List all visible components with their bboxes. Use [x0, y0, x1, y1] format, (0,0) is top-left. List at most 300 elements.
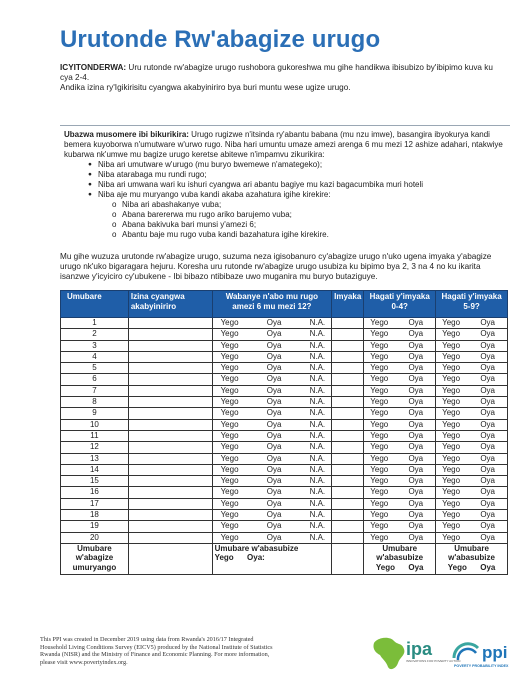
- name-cell[interactable]: [128, 453, 212, 464]
- option-na[interactable]: N.A.: [309, 430, 326, 440]
- option-no[interactable]: Oya: [480, 363, 495, 373]
- age-cell[interactable]: [332, 510, 364, 521]
- option-no[interactable]: Oya: [266, 385, 282, 395]
- option-no[interactable]: Oya: [480, 318, 495, 327]
- option-yes[interactable]: Yego: [220, 510, 239, 520]
- age-0-4-cell[interactable]: [364, 532, 436, 543]
- option-na[interactable]: N.A.: [309, 340, 326, 350]
- option-yes[interactable]: Yego: [370, 498, 389, 508]
- option-no[interactable]: Oya: [408, 476, 424, 486]
- row-number: 13: [61, 453, 129, 464]
- option-na[interactable]: N.A.: [309, 521, 326, 531]
- age-0-4-cell[interactable]: [364, 340, 436, 351]
- option-yes[interactable]: Yego: [442, 408, 461, 418]
- age-0-4-cell[interactable]: [364, 487, 436, 498]
- age-0-4-cell[interactable]: [364, 408, 436, 419]
- option-yes[interactable]: Yego: [220, 408, 239, 418]
- option-na[interactable]: N.A.: [309, 476, 326, 486]
- header-umubare: Umubare: [61, 291, 129, 318]
- option-yes[interactable]: Yego: [442, 351, 461, 361]
- option-no[interactable]: Oya: [408, 532, 424, 542]
- lived-with-household-cell[interactable]: [212, 351, 332, 362]
- option-no[interactable]: Oya: [408, 430, 424, 440]
- option-no[interactable]: Oya: [408, 498, 424, 508]
- option-no[interactable]: Oya: [408, 351, 424, 361]
- age-cell[interactable]: [332, 419, 364, 430]
- footnote: This PPI was created in December 2019 using data from Rwanda's 2016/17 Integrated Household Living Conditions Survey (EICV5) produced by the National Institute of Statistics Rwanda (NISR) and the Ministry of Finance and Economic Planning. For more information, please visit www.povertyindex.org.: [40, 636, 273, 666]
- lived-with-household-cell[interactable]: [212, 532, 332, 543]
- age-cell[interactable]: [332, 318, 364, 329]
- option-no[interactable]: Oya: [408, 464, 424, 474]
- age-5-9-cell[interactable]: [436, 521, 508, 532]
- age-5-9-cell[interactable]: [436, 318, 508, 329]
- option-na[interactable]: N.A.: [309, 397, 326, 407]
- lived-with-household-cell[interactable]: [212, 329, 332, 340]
- option-yes[interactable]: Yego: [442, 340, 461, 350]
- age-0-4-cell[interactable]: [364, 351, 436, 362]
- row-number: 9: [61, 408, 129, 419]
- age-0-4-cell[interactable]: [364, 318, 436, 329]
- age-cell[interactable]: [332, 363, 364, 374]
- age-5-9-cell[interactable]: [436, 476, 508, 487]
- age-cell[interactable]: [332, 532, 364, 543]
- name-cell[interactable]: [128, 363, 212, 374]
- option-no[interactable]: Oya: [266, 374, 282, 384]
- option-yes[interactable]: Yego: [220, 464, 239, 474]
- intro-text: Uru rutonde rw'abagize urugo rushobora gukoreshwa mu gihe handikwa ibisubizo by'ibipimo kuva ku cya 2-4.: [60, 63, 493, 83]
- option-yes[interactable]: Yego: [442, 363, 461, 373]
- lived-with-household-cell[interactable]: [212, 408, 332, 419]
- option-yes[interactable]: Yego: [442, 453, 461, 463]
- age-5-9-cell[interactable]: [436, 329, 508, 340]
- option-yes[interactable]: Yego: [220, 329, 239, 339]
- option-no[interactable]: Oya: [480, 498, 495, 508]
- ipa-logo: [368, 633, 461, 673]
- option-na[interactable]: N.A.: [309, 385, 326, 395]
- age-0-4-cell[interactable]: [364, 430, 436, 441]
- age-0-4-cell[interactable]: [364, 453, 436, 464]
- option-na[interactable]: N.A.: [309, 351, 326, 361]
- option-yes[interactable]: Yego: [370, 318, 389, 327]
- option-yes[interactable]: Yego: [220, 363, 239, 373]
- option-yes[interactable]: Yego: [220, 476, 239, 486]
- option-na[interactable]: N.A.: [309, 374, 326, 384]
- option-no[interactable]: Oya: [266, 318, 282, 327]
- option-yes[interactable]: Yego: [220, 340, 239, 350]
- lived-with-household-cell[interactable]: [212, 442, 332, 453]
- age-5-9-cell[interactable]: [436, 487, 508, 498]
- table-footer-row: [61, 543, 508, 574]
- table-row: [61, 487, 508, 498]
- option-yes[interactable]: Yego: [370, 464, 389, 474]
- ppi-logo: [448, 636, 528, 672]
- header-imyaka: Imyaka: [332, 291, 364, 318]
- age-cell[interactable]: [332, 453, 364, 464]
- option-no[interactable]: Oya: [266, 430, 282, 440]
- row-number: 3: [61, 340, 129, 351]
- bullet-item: ● Niba atarabaga mu rundi rugo;: [60, 170, 510, 180]
- option-no[interactable]: Oya: [480, 397, 495, 407]
- age-0-4-cell[interactable]: [364, 464, 436, 475]
- option-yes[interactable]: Yego: [370, 430, 389, 440]
- table-row: [61, 419, 508, 430]
- definition-bullets: [60, 160, 510, 200]
- option-no[interactable]: Oya: [480, 510, 495, 520]
- lived-with-household-cell[interactable]: [212, 397, 332, 408]
- option-no[interactable]: Oya: [480, 329, 495, 339]
- option-yes[interactable]: Yego: [442, 385, 461, 395]
- row-number: 1: [61, 318, 129, 329]
- row-number: 14: [61, 464, 129, 475]
- age-0-4-cell[interactable]: [364, 397, 436, 408]
- row-number: 17: [61, 498, 129, 509]
- name-cell[interactable]: [128, 397, 212, 408]
- option-no[interactable]: Oya: [408, 510, 424, 520]
- row-number: 16: [61, 487, 129, 498]
- option-yes[interactable]: Yego: [220, 419, 239, 429]
- option-no[interactable]: Oya: [408, 442, 424, 452]
- age-cell[interactable]: [332, 351, 364, 362]
- option-no[interactable]: Oya: [266, 510, 282, 520]
- option-no[interactable]: Oya: [266, 419, 282, 429]
- row-number: 8: [61, 397, 129, 408]
- option-no[interactable]: Oya: [266, 408, 282, 418]
- lived-with-household-cell[interactable]: [212, 453, 332, 464]
- option-yes[interactable]: Yego: [442, 374, 461, 384]
- option-no[interactable]: Oya: [266, 363, 282, 373]
- age-cell[interactable]: [332, 498, 364, 509]
- name-cell[interactable]: [128, 374, 212, 385]
- footer-wabanye-count[interactable]: [212, 543, 332, 574]
- name-cell[interactable]: [128, 419, 212, 430]
- option-no[interactable]: Oya: [408, 318, 424, 327]
- option-yes[interactable]: Yego: [370, 408, 389, 418]
- option-no[interactable]: Oya: [480, 385, 495, 395]
- name-cell[interactable]: [128, 487, 212, 498]
- age-5-9-cell[interactable]: [436, 442, 508, 453]
- option-na[interactable]: N.A.: [309, 408, 326, 418]
- age-0-4-cell[interactable]: [364, 521, 436, 532]
- age-0-4-cell[interactable]: [364, 385, 436, 396]
- age-cell[interactable]: [332, 374, 364, 385]
- table-row: [61, 453, 508, 464]
- option-yes[interactable]: Yego: [220, 532, 239, 542]
- age-5-9-cell[interactable]: [436, 408, 508, 419]
- bullet-item: ● Niba aje mu muryango vuba kandi akaba azahatura igihe kirekire:: [60, 190, 510, 200]
- option-no[interactable]: Oya: [480, 419, 495, 429]
- intro-line2: Andika izina ry'Igikirisitu cyangwa akabyiniriro bya buri muntu wese ugize urugo.: [60, 83, 351, 93]
- row-number: 2: [61, 329, 129, 340]
- option-no[interactable]: Oya: [408, 397, 424, 407]
- option-yes[interactable]: Yego: [370, 510, 389, 520]
- option-yes[interactable]: Yego: [220, 442, 239, 452]
- option-no[interactable]: Oya: [480, 532, 495, 542]
- age-cell[interactable]: [332, 329, 364, 340]
- option-na[interactable]: N.A.: [309, 363, 326, 373]
- option-yes[interactable]: Yego: [442, 476, 461, 486]
- option-yes[interactable]: Yego: [442, 329, 461, 339]
- footer-count-label: Umubare w'abasubize: [376, 543, 424, 563]
- option-yes[interactable]: Yego: [442, 442, 461, 452]
- option-no[interactable]: Oya: [408, 385, 424, 395]
- option-yes[interactable]: Yego: [442, 510, 461, 520]
- option-yes[interactable]: Yego: [442, 521, 461, 531]
- option-no[interactable]: Oya: [266, 442, 282, 452]
- option-no[interactable]: Oya: [266, 464, 282, 474]
- age-cell[interactable]: [332, 476, 364, 487]
- option-no[interactable]: Oya: [408, 363, 424, 373]
- age-5-9-cell[interactable]: [436, 498, 508, 509]
- option-no[interactable]: Oya: [480, 374, 495, 384]
- lived-with-household-cell[interactable]: [212, 498, 332, 509]
- option-no[interactable]: Oya: [480, 464, 495, 474]
- name-cell[interactable]: [128, 510, 212, 521]
- option-no[interactable]: Oya: [480, 351, 495, 361]
- age-cell[interactable]: [332, 397, 364, 408]
- option-yes[interactable]: Yego: [442, 419, 461, 429]
- age-0-4-cell[interactable]: [364, 374, 436, 385]
- definition-label: Ubazwa musomere ibi bikurikira:: [64, 130, 189, 139]
- age-cell[interactable]: [332, 430, 364, 441]
- table-row: [61, 397, 508, 408]
- age-5-9-cell[interactable]: [436, 385, 508, 396]
- name-cell[interactable]: [128, 340, 212, 351]
- option-no[interactable]: Oya: [266, 476, 282, 486]
- age-cell[interactable]: [332, 521, 364, 532]
- ppi-logo-subtext: POVERTY PROBABILITY INDEX: [454, 664, 509, 668]
- option-yes[interactable]: Yego: [370, 419, 389, 429]
- ppi-logo-text: ppi: [482, 643, 508, 662]
- footer-count-options: Yego Oya:: [214, 553, 265, 563]
- age-0-4-cell[interactable]: [364, 498, 436, 509]
- option-na[interactable]: N.A.: [309, 329, 326, 339]
- option-no[interactable]: Oya: [480, 521, 495, 531]
- age-0-4-cell[interactable]: [364, 510, 436, 521]
- option-na[interactable]: N.A.: [309, 532, 326, 542]
- lived-with-household-cell[interactable]: [212, 521, 332, 532]
- option-yes[interactable]: Yego: [220, 397, 239, 407]
- age-0-4-cell[interactable]: [364, 329, 436, 340]
- option-yes[interactable]: Yego: [220, 374, 239, 384]
- footer-count-options: Yego Oya: [447, 562, 496, 572]
- option-yes[interactable]: Yego: [220, 453, 239, 463]
- option-na[interactable]: N.A.: [309, 464, 326, 474]
- age-5-9-cell[interactable]: [436, 532, 508, 543]
- name-cell[interactable]: [128, 498, 212, 509]
- option-na[interactable]: N.A.: [309, 318, 326, 327]
- name-cell[interactable]: [128, 318, 212, 329]
- row-number: 15: [61, 476, 129, 487]
- footer-empty-cell[interactable]: [128, 543, 212, 574]
- option-yes[interactable]: Yego: [442, 487, 461, 497]
- age-0-4-cell[interactable]: [364, 476, 436, 487]
- option-yes[interactable]: Yego: [220, 351, 239, 361]
- name-cell[interactable]: [128, 476, 212, 487]
- age-5-9-cell[interactable]: [436, 351, 508, 362]
- table-row: [61, 329, 508, 340]
- subbullet-item: o Abana barererwa mu rugo ariko barujemo vuba;: [60, 210, 510, 220]
- option-yes[interactable]: Yego: [370, 397, 389, 407]
- option-no[interactable]: Oya: [266, 397, 282, 407]
- age-cell[interactable]: [332, 385, 364, 396]
- ipa-logo-subtext: INNOVATIONS FOR POVERTY ACTION: [406, 659, 461, 663]
- option-no[interactable]: Oya: [480, 408, 495, 418]
- subbullet-item: o Abana bakivuka bari munsi y'amezi 6;: [60, 220, 510, 230]
- option-no[interactable]: Oya: [266, 521, 282, 531]
- age-cell[interactable]: [332, 408, 364, 419]
- header-wabanye: Wabanye n'abo mu rugo amezi 6 mu mezi 12?: [212, 291, 332, 318]
- option-yes[interactable]: Yego: [442, 318, 461, 327]
- option-na[interactable]: N.A.: [309, 453, 326, 463]
- option-yes[interactable]: Yego: [220, 498, 239, 508]
- age-0-4-cell[interactable]: [364, 419, 436, 430]
- option-no[interactable]: Oya: [480, 430, 495, 440]
- definition-box: [60, 125, 510, 240]
- table-row: [61, 374, 508, 385]
- option-yes[interactable]: Yego: [370, 453, 389, 463]
- definition-subbullets: [60, 200, 510, 240]
- table-row: [61, 363, 508, 374]
- option-na[interactable]: N.A.: [309, 419, 326, 429]
- table-row: [61, 510, 508, 521]
- option-yes[interactable]: Yego: [220, 430, 239, 440]
- age-5-9-cell[interactable]: [436, 363, 508, 374]
- option-no[interactable]: Oya: [480, 340, 495, 350]
- option-no[interactable]: Oya: [266, 329, 282, 339]
- name-cell[interactable]: [128, 385, 212, 396]
- age-5-9-cell[interactable]: [436, 430, 508, 441]
- option-no[interactable]: Oya: [480, 453, 495, 463]
- option-no[interactable]: Oya: [408, 408, 424, 418]
- option-no[interactable]: Oya: [408, 329, 424, 339]
- age-0-4-cell[interactable]: [364, 363, 436, 374]
- option-yes[interactable]: Yego: [220, 487, 239, 497]
- option-no[interactable]: Oya: [266, 487, 282, 497]
- option-no[interactable]: Oya: [266, 340, 282, 350]
- lived-with-household-cell[interactable]: [212, 487, 332, 498]
- age-cell[interactable]: [332, 464, 364, 475]
- age-5-9-cell[interactable]: [436, 453, 508, 464]
- option-yes[interactable]: Yego: [370, 442, 389, 452]
- option-yes[interactable]: Yego: [442, 498, 461, 508]
- table-row: [61, 532, 508, 543]
- age-5-9-cell[interactable]: [436, 419, 508, 430]
- bullet-item: ● Niba ari umutware w'urugo (mu buryo bwemewe n'amategeko);: [60, 160, 510, 170]
- option-yes[interactable]: Yego: [370, 351, 389, 361]
- lived-with-household-cell[interactable]: [212, 363, 332, 374]
- footer-age-5-9-count[interactable]: [436, 543, 508, 574]
- name-cell[interactable]: [128, 442, 212, 453]
- age-cell[interactable]: [332, 487, 364, 498]
- option-yes[interactable]: Yego: [370, 340, 389, 350]
- option-yes[interactable]: Yego: [370, 532, 389, 542]
- age-5-9-cell[interactable]: [436, 374, 508, 385]
- age-cell[interactable]: [332, 340, 364, 351]
- name-cell[interactable]: [128, 464, 212, 475]
- name-cell[interactable]: [128, 532, 212, 543]
- option-no[interactable]: Oya: [266, 351, 282, 361]
- option-no[interactable]: Oya: [480, 442, 495, 452]
- option-yes[interactable]: Yego: [442, 464, 461, 474]
- table-header-row: [61, 291, 508, 318]
- lived-with-household-cell[interactable]: [212, 430, 332, 441]
- age-5-9-cell[interactable]: [436, 397, 508, 408]
- row-number: 19: [61, 521, 129, 532]
- lived-with-household-cell[interactable]: [212, 464, 332, 475]
- lived-with-household-cell[interactable]: [212, 318, 332, 329]
- option-yes[interactable]: Yego: [370, 521, 389, 531]
- table-row: [61, 442, 508, 453]
- option-no[interactable]: Oya: [266, 498, 282, 508]
- option-yes[interactable]: Yego: [370, 476, 389, 486]
- option-yes[interactable]: Yego: [370, 487, 389, 497]
- subbullet-item: o Niba ari abashakanye vuba;: [60, 200, 510, 210]
- option-no[interactable]: Oya: [266, 453, 282, 463]
- lived-with-household-cell[interactable]: [212, 340, 332, 351]
- age-5-9-cell[interactable]: [436, 464, 508, 475]
- table-row: [61, 464, 508, 475]
- header-izina: Izina cyangwa akabyiniriro: [128, 291, 212, 318]
- option-na[interactable]: N.A.: [309, 510, 326, 520]
- name-cell[interactable]: [128, 408, 212, 419]
- option-no[interactable]: Oya: [408, 419, 424, 429]
- option-na[interactable]: N.A.: [309, 498, 326, 508]
- option-no[interactable]: Oya: [408, 340, 424, 350]
- lived-with-household-cell[interactable]: [212, 419, 332, 430]
- option-no[interactable]: Oya: [408, 374, 424, 384]
- age-5-9-cell[interactable]: [436, 510, 508, 521]
- lived-with-household-cell[interactable]: [212, 374, 332, 385]
- option-yes[interactable]: Yego: [220, 318, 239, 327]
- row-number: 20: [61, 532, 129, 543]
- option-yes[interactable]: Yego: [442, 397, 461, 407]
- age-5-9-cell[interactable]: [436, 340, 508, 351]
- row-number: 7: [61, 385, 129, 396]
- name-cell[interactable]: [128, 351, 212, 362]
- footer-age-0-4-count[interactable]: [364, 543, 436, 574]
- footer-empty-cell[interactable]: [332, 543, 364, 574]
- row-number: 12: [61, 442, 129, 453]
- option-yes[interactable]: Yego: [370, 329, 389, 339]
- option-no[interactable]: Oya: [480, 487, 495, 497]
- option-na[interactable]: N.A.: [309, 442, 326, 452]
- lived-with-household-cell[interactable]: [212, 510, 332, 521]
- age-cell[interactable]: [332, 442, 364, 453]
- option-na[interactable]: N.A.: [309, 487, 326, 497]
- option-yes[interactable]: Yego: [442, 430, 461, 440]
- option-yes[interactable]: Yego: [370, 363, 389, 373]
- option-no[interactable]: Oya: [408, 521, 424, 531]
- option-no[interactable]: Oya: [408, 453, 424, 463]
- name-cell[interactable]: [128, 329, 212, 340]
- instructions: Mu gihe wuzuza urutonde rw'abagize urugo, suzuma neza igisobanuro cy'abagize urugo n'uko ugena imyaka y'abagize urugo nk'uko bigaragara hejuru. Koresha uru rutonde rw'abagize urugo usubiza ku bipimo bya 2, 3 na 4 no ku ikarita isanzwe y'icyiciro cy'ubukene - Ibi bibazo ntibibaze uwo muganira mu buryo butaziguye.: [60, 252, 492, 282]
- option-yes[interactable]: Yego: [220, 521, 239, 531]
- footer-count-options: Yego Oya: [375, 562, 424, 572]
- option-yes[interactable]: Yego: [442, 532, 461, 542]
- option-yes[interactable]: Yego: [370, 385, 389, 395]
- name-cell[interactable]: [128, 521, 212, 532]
- option-no[interactable]: Oya: [480, 476, 495, 486]
- lived-with-household-cell[interactable]: [212, 476, 332, 487]
- intro-note: [60, 63, 500, 94]
- lived-with-household-cell[interactable]: [212, 385, 332, 396]
- option-yes[interactable]: Yego: [370, 374, 389, 384]
- name-cell[interactable]: [128, 430, 212, 441]
- option-no[interactable]: Oya: [408, 487, 424, 497]
- option-no[interactable]: Oya: [266, 532, 282, 542]
- age-0-4-cell[interactable]: [364, 442, 436, 453]
- option-yes[interactable]: Yego: [220, 385, 239, 395]
